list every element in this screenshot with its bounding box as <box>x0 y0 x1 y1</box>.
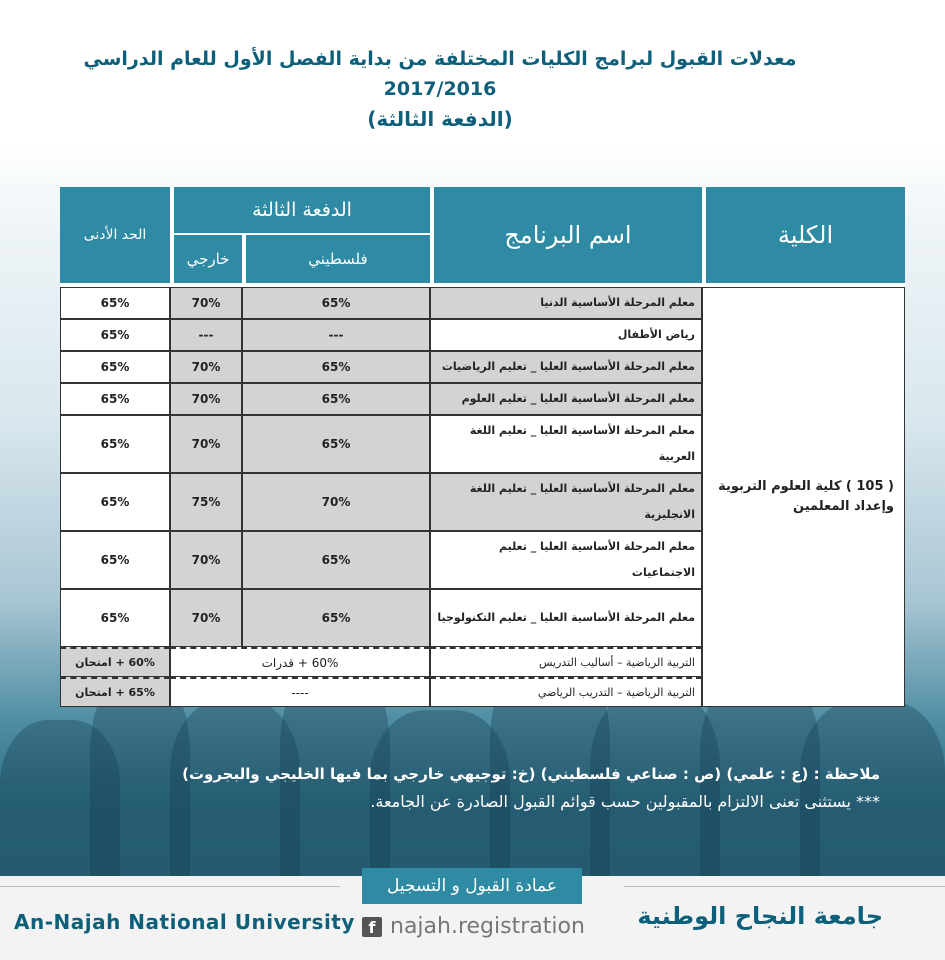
minimum-cell: 65% <box>60 473 170 531</box>
header-program: اسم البرنامج <box>430 187 702 283</box>
facebook-icon: f <box>362 917 382 937</box>
palestinian-cell: 65% <box>242 415 430 473</box>
batch-merged-cell: ---- <box>170 677 430 707</box>
minimum-cell: 65% <box>60 383 170 415</box>
title-line2: (الدفعة الثالثة) <box>367 107 513 131</box>
header-foreign: خارجي <box>170 235 242 283</box>
program-cell: معلم المرحلة الأساسية العليا _ تعليم الاجتماعيات <box>430 531 702 589</box>
header-minimum: الحد الأدنى <box>60 187 170 283</box>
page-title <box>60 44 820 134</box>
program-cell: معلم المرحلة الأساسية الدنيا <box>430 287 702 319</box>
header-palestinian: فلسطيني <box>242 235 430 283</box>
table-row <box>60 287 905 319</box>
batch-merged-cell: 60% + قدرات <box>170 647 430 677</box>
program-cell: معلم المرحلة الأساسية العليا _ تعليم الرياضيات <box>430 351 702 383</box>
minimum-cell: 65% <box>60 531 170 589</box>
foreign-cell: 75% <box>170 473 242 531</box>
palestinian-cell: 70% <box>242 473 430 531</box>
palestinian-cell: 65% <box>242 589 430 647</box>
minimum-cell: 65% <box>60 351 170 383</box>
program-cell: معلم المرحلة الأساسية العليا _ تعليم اللغة الانجليزية <box>430 473 702 531</box>
program-cell: معلم المرحلة الأساسية العليا _ تعليم العلوم <box>430 383 702 415</box>
foreign-cell: 70% <box>170 415 242 473</box>
footer-divider-left <box>0 886 340 887</box>
foreign-cell: 70% <box>170 351 242 383</box>
note-line1: ملاحظة : (ع : علمي) (ص : صناعي فلسطيني) (خ: توجيهي خارجي بما فيها الخليجي والبجروت) <box>182 765 880 783</box>
minimum-cell: 60% + امتحان <box>60 647 170 677</box>
notes <box>40 760 880 816</box>
minimum-cell: 65% <box>60 415 170 473</box>
footer-divider-right <box>624 886 945 887</box>
foreign-cell: --- <box>170 319 242 351</box>
palestinian-cell: 65% <box>242 351 430 383</box>
title-line1: معدلات القبول لبرامج الكليات المختلفة من بداية الفصل الأول للعام الدراسي 2017/2016 <box>83 48 797 100</box>
foreign-cell: 70% <box>170 287 242 319</box>
header-batch: الدفعة الثالثة <box>170 187 430 235</box>
facebook-link[interactable] <box>362 914 585 939</box>
foreign-cell: 70% <box>170 531 242 589</box>
program-cell: رياض الأطفال <box>430 319 702 351</box>
palestinian-cell: --- <box>242 319 430 351</box>
minimum-cell: 65% <box>60 589 170 647</box>
university-name-ar: جامعة النجاح الوطنية <box>637 902 883 930</box>
program-cell: معلم المرحلة الأساسية العليا _ تعليم التكنولوجيا <box>430 589 702 647</box>
header-college: الكلية <box>702 187 905 283</box>
note-line2: *** يستثنى تعنى الالتزام بالمقبولين حسب قوائم القبول الصادرة عن الجامعة. <box>370 792 880 811</box>
foreign-cell: 70% <box>170 383 242 415</box>
program-cell: التربية الرياضية – أساليب التدريس <box>430 647 702 677</box>
palestinian-cell: 65% <box>242 531 430 589</box>
palestinian-cell: 65% <box>242 383 430 415</box>
college-cell: ( 105 ) كلية العلوم التربوية وإعداد المعلمين <box>702 287 905 707</box>
admission-table <box>60 187 905 707</box>
minimum-cell: 65% + امتحان <box>60 677 170 707</box>
palestinian-cell: 65% <box>242 287 430 319</box>
university-name-en: An-Najah National University <box>14 910 355 934</box>
deanship-label: عمادة القبول و التسجيل <box>362 868 582 904</box>
facebook-handle: najah.registration <box>390 914 585 939</box>
minimum-cell: 65% <box>60 287 170 319</box>
program-cell: معلم المرحلة الأساسية العليا _ تعليم اللغة العربية <box>430 415 702 473</box>
foreign-cell: 70% <box>170 589 242 647</box>
program-cell: التربية الرياضية – التدريب الرياضي <box>430 677 702 707</box>
minimum-cell: 65% <box>60 319 170 351</box>
